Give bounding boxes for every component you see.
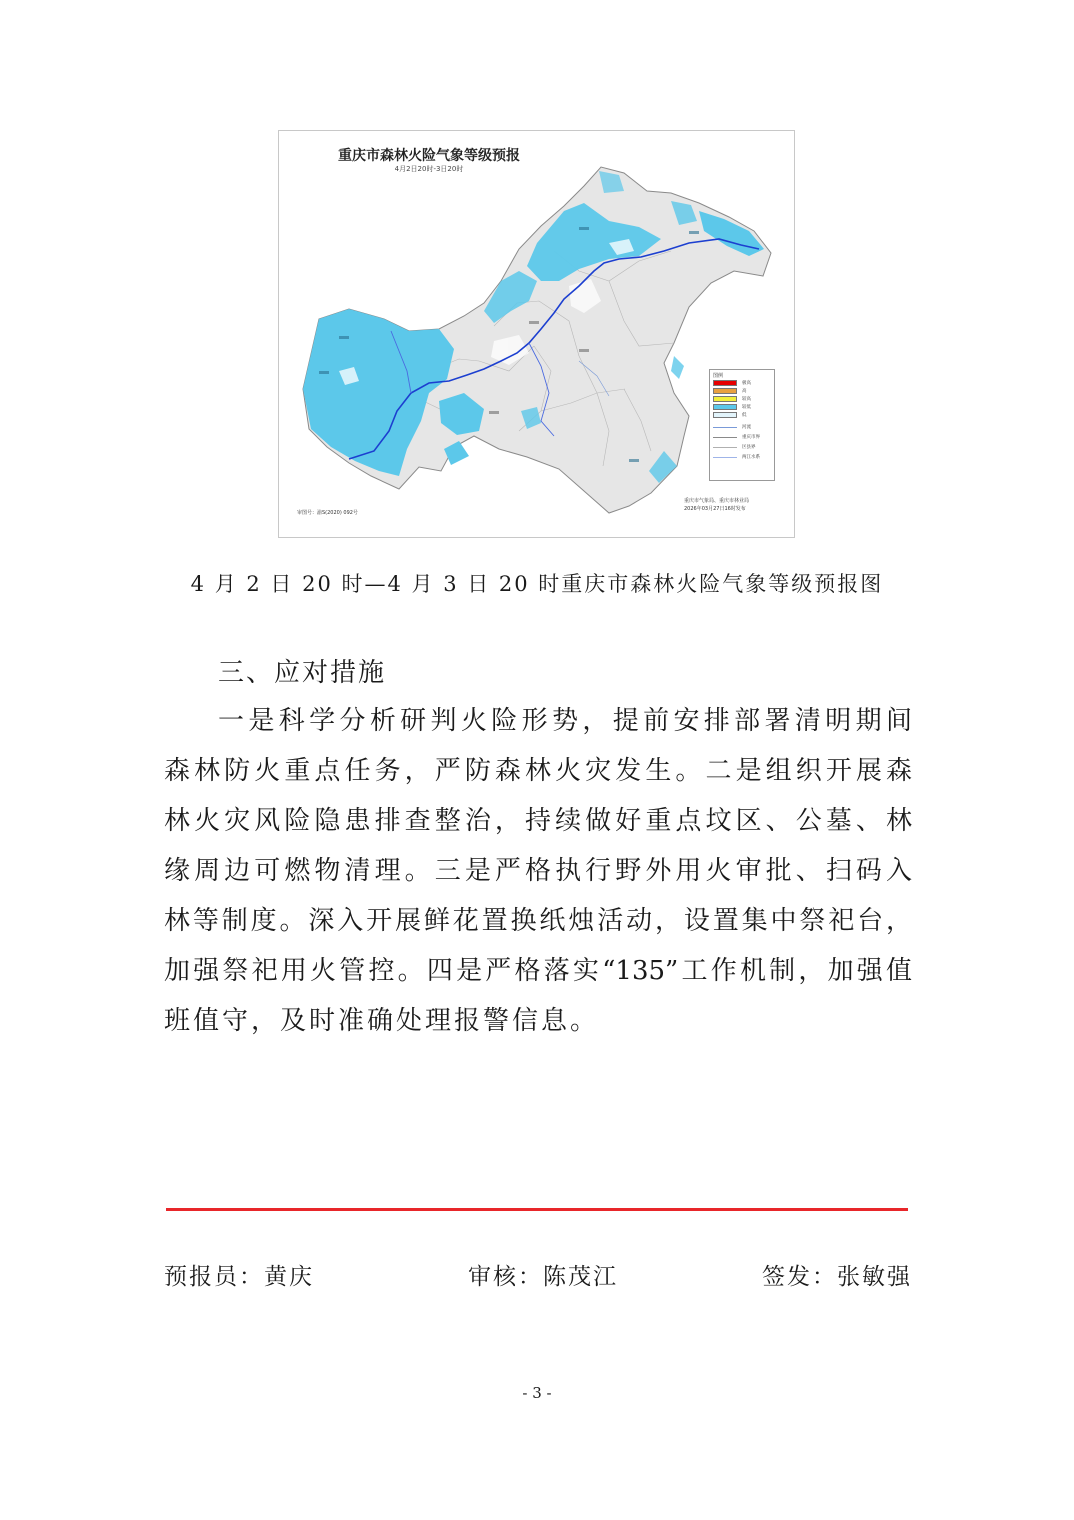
legend-title: 图例 — [713, 373, 724, 379]
map-subtitle: 4月2日20时-3日20时 — [394, 165, 464, 173]
map-approval-number: 审图号：渝S(2020) 092号 — [297, 510, 358, 516]
reviewer: 审核：陈茂江 — [468, 1264, 618, 1290]
body-paragraph-line: 班值守，及时准确处理报警信息。 — [164, 1006, 600, 1036]
legend-swatch — [713, 388, 737, 394]
legend-label: 河流 — [742, 425, 751, 430]
body-paragraph-line: 一是科学分析研判火险形势，提前安排部署清明期间 — [218, 706, 912, 736]
legend-item — [713, 424, 751, 430]
section-heading: 三、应对措施 — [218, 658, 387, 688]
forecast-map — [278, 130, 795, 538]
map-title: 重庆市森林火险气象等级预报 — [338, 148, 520, 164]
issuer: 签发：张敏强 — [762, 1264, 912, 1290]
legend-item — [713, 434, 760, 440]
legend-line — [713, 427, 737, 428]
legend-label: 低 — [742, 413, 747, 418]
red-divider — [166, 1208, 908, 1211]
map-issue-time: 2026年03月27日16时发布 — [684, 506, 746, 512]
legend-item — [713, 454, 760, 460]
legend-label: 区县界 — [742, 445, 756, 450]
legend-item — [713, 404, 751, 410]
legend-line — [713, 437, 737, 438]
legend-line — [713, 457, 737, 458]
legend-swatch — [713, 404, 737, 410]
legend-swatch — [713, 412, 737, 418]
map-issuer: 重庆市气象局、重庆市林业局 — [684, 498, 750, 504]
legend-item — [713, 388, 747, 394]
legend-swatch — [713, 396, 737, 402]
body-paragraph-line: 加强祭祀用火管控。四是严格落实“135”工作机制，加强值 — [164, 956, 912, 986]
figure-caption: 4 月 2 日 20 时—4 月 3 日 20 时重庆市森林火险气象等级预报图 — [190, 572, 884, 596]
legend-item — [713, 412, 747, 418]
body-paragraph-line: 森林防火重点任务，严防森林火灾发生。二是组织开展森 — [164, 756, 912, 786]
forecaster: 预报员：黄庆 — [164, 1264, 314, 1290]
legend-item — [713, 444, 756, 450]
body-paragraph-line: 林等制度。深入开展鲜花置换纸烛活动，设置集中祭祀台， — [164, 906, 912, 936]
legend-label: 高 — [742, 389, 747, 394]
legend-label: 极高 — [742, 381, 751, 386]
legend-label: 重庆市界 — [742, 435, 760, 440]
legend-item — [713, 396, 751, 402]
legend-line — [713, 447, 737, 448]
legend-label: 较低 — [742, 405, 751, 410]
legend-swatch — [713, 380, 737, 386]
map-legend — [709, 369, 775, 481]
map-issuer-info — [684, 497, 749, 513]
page-number: - 3 - — [522, 1384, 552, 1402]
legend-label: 两江水系 — [742, 455, 760, 460]
legend-item — [713, 380, 751, 386]
body-paragraph-line: 林火灾风险隐患排查整治，持续做好重点坟区、公墓、林 — [164, 806, 912, 836]
body-paragraph-line: 缘周边可燃物清理。三是严格执行野外用火审批、扫码入 — [164, 856, 912, 886]
legend-label: 较高 — [742, 397, 751, 402]
